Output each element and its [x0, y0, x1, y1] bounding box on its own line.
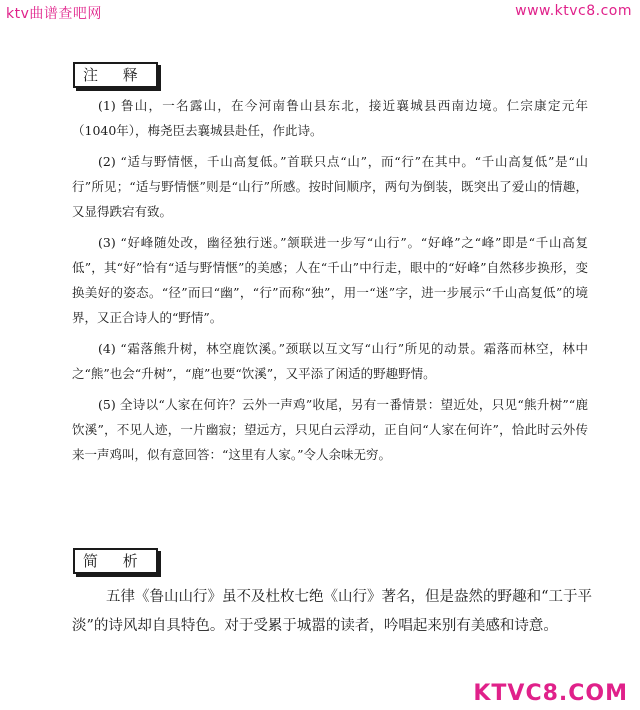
note-item-4: (4) “霜落熊升树，林空鹿饮溪。”颈联以互文写“山行”所见的动景。霜落而林空，林中之“熊”也会“升树”，“鹿”也要“饮溪”，又平添了闲适的野趣野情。: [72, 341, 588, 381]
analysis-paragraph: 五律《鲁山山行》虽不及杜枚七绝《山行》著名，但是盎然的野趣和“工于平淡”的诗风却自具特色。对于受累于城嚣的读者，吟唱起来别有美感和诗意。: [72, 589, 592, 634]
analysis-section-label: 简 析: [73, 548, 158, 574]
site-url-header: www.ktvc8.com: [515, 3, 632, 19]
note-item-5: (5) 全诗以“人家在何许？云外一声鸡”收尾，另有一番情景：望近处，只见“熊升树”“鹿饮溪”，不见人迹，一片幽寂；望远方，只见白云浮动，正自问“人家在何许”，恰此时云外传来一声鸡叫，似有意回答：“这里有人家。”令人余味无穷。: [72, 397, 588, 462]
site-name-header: ktv曲谱查吧网: [6, 6, 102, 22]
notes-section-label: 注 释: [73, 62, 158, 88]
note-item-3: (3) “好峰随处改，幽径独行迷。”颔联进一步写“山行”。“好峰”之“峰”即是“千山高复低”，其“好”恰有“适与野情惬”的美感；人在“千山”中行走，眼中的“好峰”自然移步换形，变换美好的姿态。“径”而曰“幽”，“行”而称“独”，用一“迷”字，进一步展示“千山高复低”的境界，又正合诗人的“野情”。: [72, 235, 588, 325]
note-item-2: (2) “适与野情惬，千山高复低。”首联只点“山”，而“行”在其中。“千山高复低”是“山行”所见；“适与野情惬”则是“山行”所感。按时间顺序，两句为倒装，既突出了爱山的情趣，又显得跌宕有致。: [72, 154, 588, 219]
watermark-logo: KTVC8.COM: [473, 681, 628, 706]
note-item-1: (1) 鲁山，一名露山，在今河南鲁山县东北，接近襄城县西南边境。仁宗康定元年（1040年），梅尧臣去襄城县赴任，作此诗。: [72, 98, 588, 138]
notes-list: [72, 93, 588, 473]
